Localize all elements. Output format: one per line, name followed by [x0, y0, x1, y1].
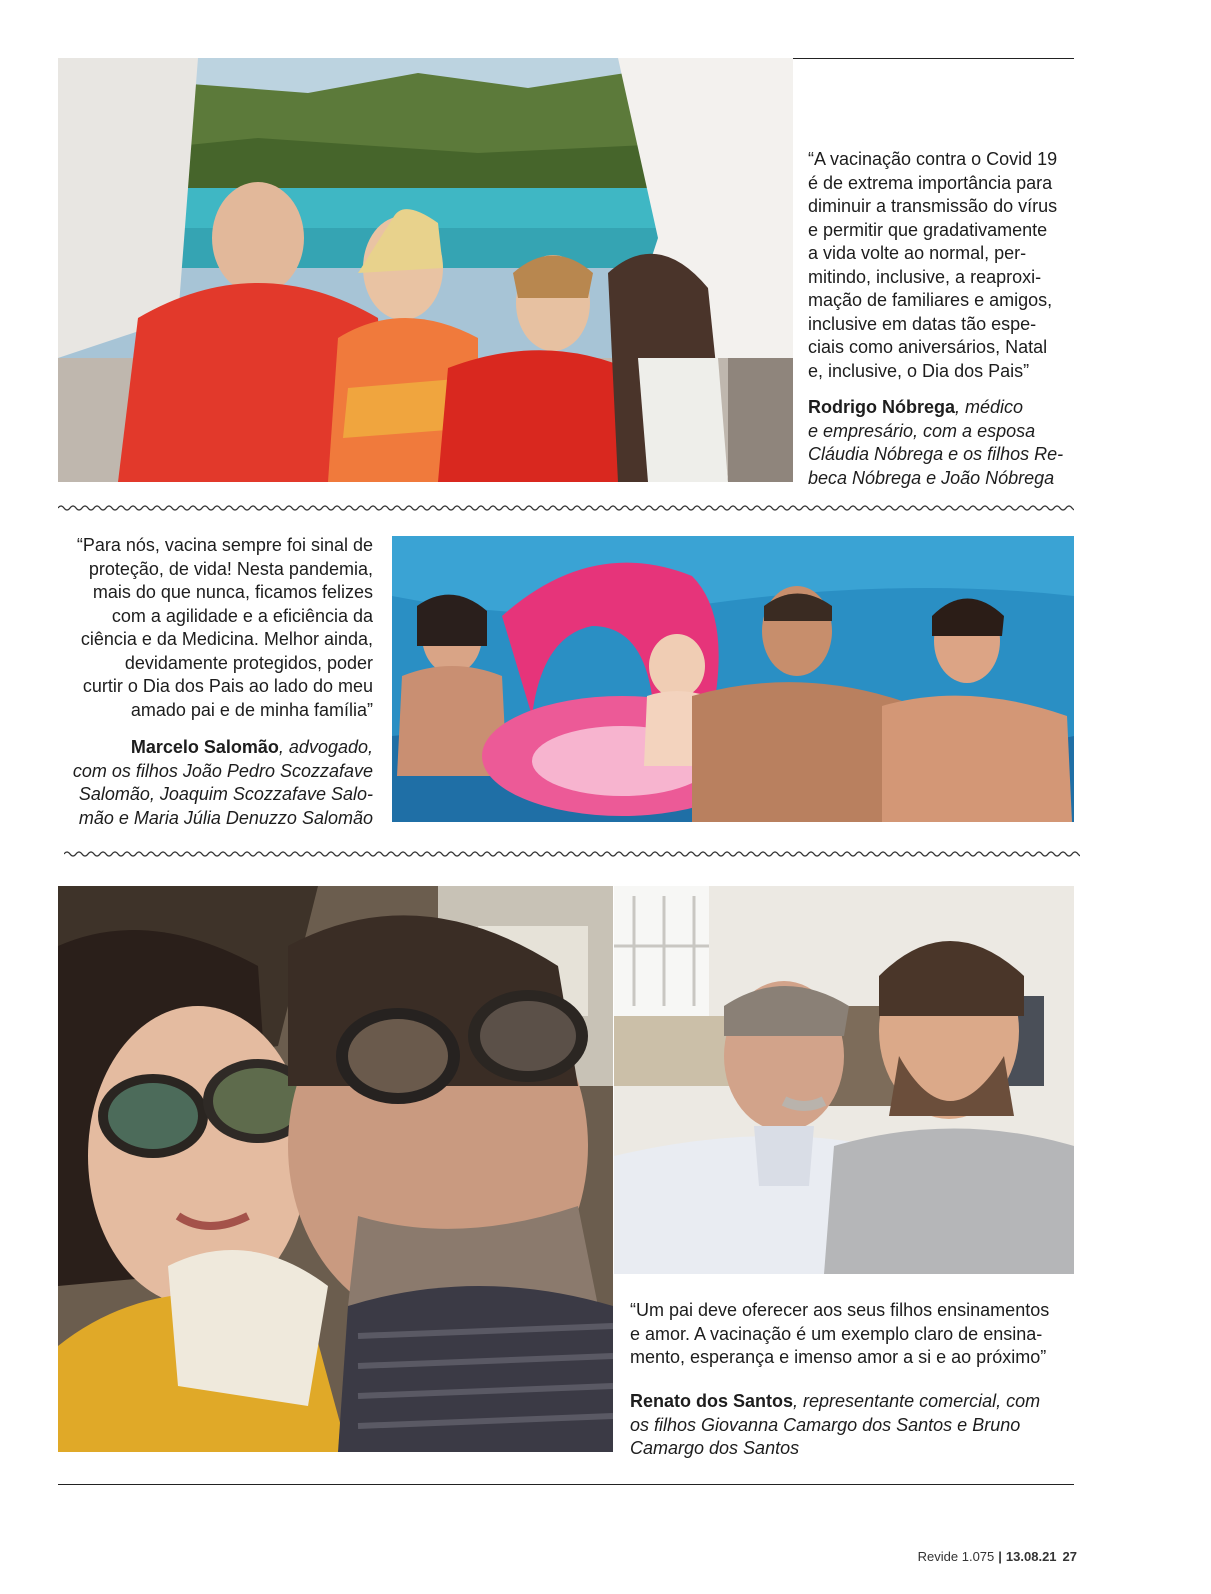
credit-line — [630, 1390, 1100, 1414]
quote-line: “Para nós, vacina sempre foi sinal de — [76, 535, 373, 555]
credit-role: , médico — [955, 397, 1024, 417]
credit-name: Renato dos Santos — [630, 1391, 794, 1411]
credit-line — [808, 396, 1083, 420]
credit-line: mão e Maria Júlia Denuzzo Salomão — [78, 807, 373, 828]
credit-role: , representante comercial, com — [793, 1391, 1041, 1411]
quote-line: mitindo, inclusive, a reaproxi- — [808, 266, 1042, 287]
credit-line: Camargo dos Santos — [630, 1438, 800, 1458]
quote-line: mação de familiares e amigos, — [808, 290, 1053, 310]
credit-renato — [630, 1390, 1100, 1461]
quote-line: “Um pai deve oferecer aos seus filhos ensinamentos — [630, 1300, 1050, 1320]
credit-line: Salomão, Joaquim Scozzafave Salo- — [78, 784, 373, 804]
quote-renato — [630, 1299, 1100, 1370]
quote-line: e permitir que gradativamente — [808, 219, 1048, 240]
quote-line: ciência e da Medicina. Melhor ainda, — [80, 629, 373, 649]
photo-family-boat — [58, 58, 793, 482]
quote-line: curtir o Dia dos Pais ao lado do meu — [82, 676, 373, 696]
credit-name: Rodrigo Nóbrega — [808, 397, 955, 417]
issue-date: 13.08.21 — [1005, 1549, 1057, 1564]
quote-line: mais do que nunca, ficamos felizes — [92, 582, 373, 602]
photo-selfie-sunglasses — [58, 886, 613, 1452]
quote-line: devidamente protegidos, poder — [124, 652, 373, 673]
quote-line: “A vacinação contra o Covid 19 — [808, 149, 1058, 169]
quote-marcelo — [50, 534, 373, 722]
credit-role: , advogado, — [278, 737, 373, 757]
page-footer — [918, 1549, 1077, 1564]
credit-marcelo — [40, 736, 373, 830]
photo-family-pool — [392, 536, 1074, 822]
quote-line: mento, esperança e imenso amor a si e ao próximo” — [630, 1347, 1047, 1367]
photo-father-son-office — [614, 886, 1074, 1274]
credit-rodrigo — [808, 396, 1083, 490]
credit-line: Cláudia Nóbrega e os filhos Re- — [808, 444, 1064, 464]
quote-line: amado pai e de minha família” — [130, 699, 373, 720]
quote-line: diminuir a transmissão do vírus — [808, 196, 1058, 216]
credit-line: os filhos Giovanna Camargo dos Santos e Bruno — [630, 1414, 1021, 1435]
magazine-issue: Revide 1.075 — [917, 1549, 995, 1564]
bottom-rule — [58, 1484, 1074, 1485]
credit-line: beca Nóbrega e João Nóbrega — [808, 467, 1055, 488]
quote-line: e amor. A vacinação é um exemplo claro de ensina- — [630, 1323, 1043, 1344]
footer-separator: | — [998, 1549, 1002, 1564]
quote-line: inclusive em datas tão espe- — [808, 313, 1037, 334]
credit-line: e empresário, com a esposa — [808, 420, 1036, 441]
credit-name: Marcelo Salomão — [130, 737, 279, 757]
wavy-divider — [58, 503, 1074, 513]
quote-line: ciais como aniversários, Natal — [808, 337, 1048, 357]
quote-line: proteção, de vida! Nesta pandemia, — [88, 558, 373, 579]
wavy-divider — [64, 849, 1080, 859]
credit-line — [40, 736, 373, 760]
quote-line: é de extrema importância para — [808, 172, 1053, 193]
quote-line: a vida volte ao normal, per- — [808, 243, 1027, 263]
quote-line: com a agilidade e a eficiência da — [111, 605, 373, 626]
page-number: 27 — [1062, 1549, 1077, 1564]
credit-line: com os filhos João Pedro Scozzafave — [72, 760, 373, 781]
quote-rodrigo — [808, 148, 1083, 383]
quote-line: e, inclusive, o Dia dos Pais” — [808, 360, 1030, 381]
